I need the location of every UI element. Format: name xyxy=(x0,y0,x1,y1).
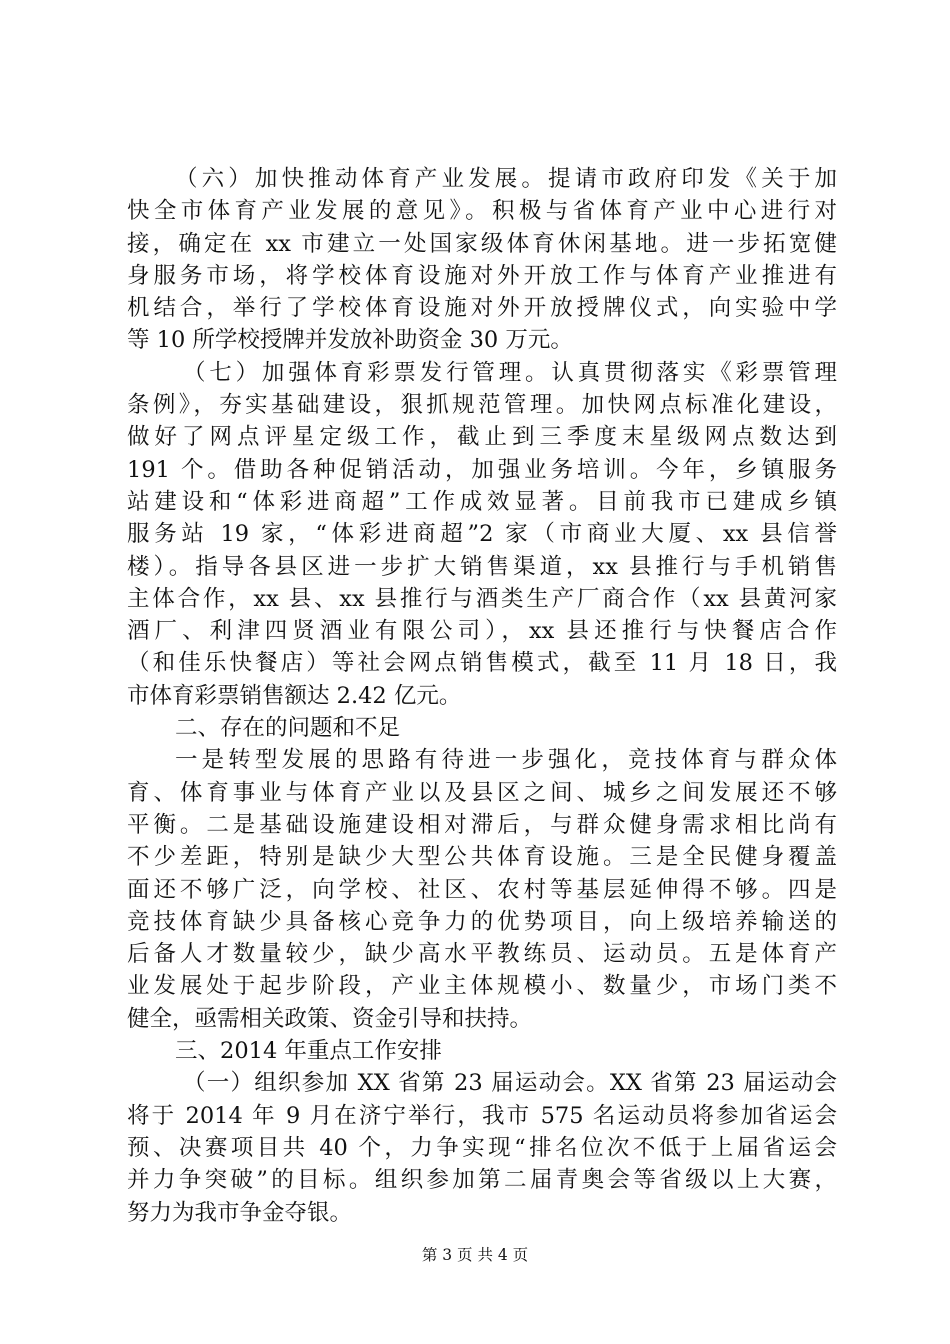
text-line: 平衡。二是基础设施建设相对滞后，与群众健身需求相比尚有 xyxy=(127,811,837,838)
text-line: 191 个。借助各种促销活动，加强业务培训。今年，乡镇服务 xyxy=(127,456,837,483)
text-line: 快全市体育产业发展的意见》。积极与省体育产业中心进行对 xyxy=(127,198,837,225)
text-line: 身服务市场，将学校体育设施对外开放工作与体育产业推进有 xyxy=(127,262,837,289)
text-line: 市体育彩票销售额达 2.42 亿元。 xyxy=(127,682,462,709)
text-line: 将于 2014 年 9 月在济宁举行，我市 575 名运动员将参加省运会 xyxy=(127,1102,837,1129)
text-line: 等 10 所学校授牌并发放补助资金 30 万元。 xyxy=(127,327,573,354)
text-line: 机结合，举行了学校体育设施对外开放授牌仪式，向实验中学 xyxy=(127,295,837,322)
text-line: 面还不够广泛，向学校、社区、农村等基层延伸得不够。四是 xyxy=(127,876,837,903)
section-heading: 三、2014 年重点工作安排 xyxy=(175,1038,442,1065)
text-line: （六）加快推动体育产业发展。提请市政府印发《关于加 xyxy=(175,166,837,192)
section-heading: 二、存在的问题和不足 xyxy=(175,715,401,742)
text-line: 一是转型发展的思路有待进一步强化，竞技体育与群众体 xyxy=(175,747,837,774)
text-line: 主体合作，xx 县、xx 县推行与酒类生产厂商合作（xx 县黄河家 xyxy=(127,585,837,612)
page-number-footer: 第 3 页 共 4 页 xyxy=(421,1246,529,1264)
text-line: 努力为我市争金夺银。 xyxy=(127,1199,353,1226)
text-line: 并力争突破”的目标。组织参加第二届青奥会等省级以上大赛， xyxy=(127,1167,837,1194)
text-line: 站建设和“体彩进商超”工作成效显著。目前我市已建成乡镇 xyxy=(127,488,837,515)
text-line: （一）组织参加 XX 省第 23 届运动会。XX 省第 23 届运动会 xyxy=(183,1070,837,1097)
document-body xyxy=(127,163,837,1229)
text-line: 服务站 19 家，“体彩进商超”2 家（市商业大厦、xx 县信誉 xyxy=(127,521,837,548)
text-line: （和佳乐快餐店）等社会网点销售模式，截至 11 月 18 日，我 xyxy=(127,650,837,677)
text-line: （七）加强体育彩票发行管理。认真贯彻落实《彩票管理 xyxy=(183,359,837,386)
text-line: 预、决赛项目共 40 个，力争实现“排名位次不低于上届省运会 xyxy=(127,1134,837,1161)
text-line: 育、体育事业与体育产业以及县区之间、城乡之间发展还不够 xyxy=(127,779,837,806)
text-line: 不少差距，特别是缺少大型公共体育设施。三是全民健身覆盖 xyxy=(127,844,837,871)
text-line: 接，确定在 xx 市建立一处国家级体育休闲基地。进一步拓宽健 xyxy=(127,230,837,257)
text-line: 竞技体育缺少具备核心竞争力的优势项目，向上级培养输送的 xyxy=(127,908,837,935)
text-line: 做好了网点评星定级工作，截止到三季度末星级网点数达到 xyxy=(127,424,837,451)
text-line: 条例》，夯实基础建设，狠抓规范管理。加快网点标准化建设， xyxy=(127,392,837,419)
text-line: 酒厂、利津四贤酒业有限公司），xx 县还推行与快餐店合作 xyxy=(127,618,837,645)
text-line: 业发展处于起步阶段，产业主体规模小、数量少，市场门类不 xyxy=(127,973,837,1000)
text-line: 健全，亟需相关政策、资金引导和扶持。 xyxy=(127,1005,533,1032)
text-line: 后备人才数量较少，缺少高水平教练员、运动员。五是体育产 xyxy=(127,941,837,968)
text-line: 楼）。指导各县区进一步扩大销售渠道，xx 县推行与手机销售 xyxy=(127,553,837,580)
